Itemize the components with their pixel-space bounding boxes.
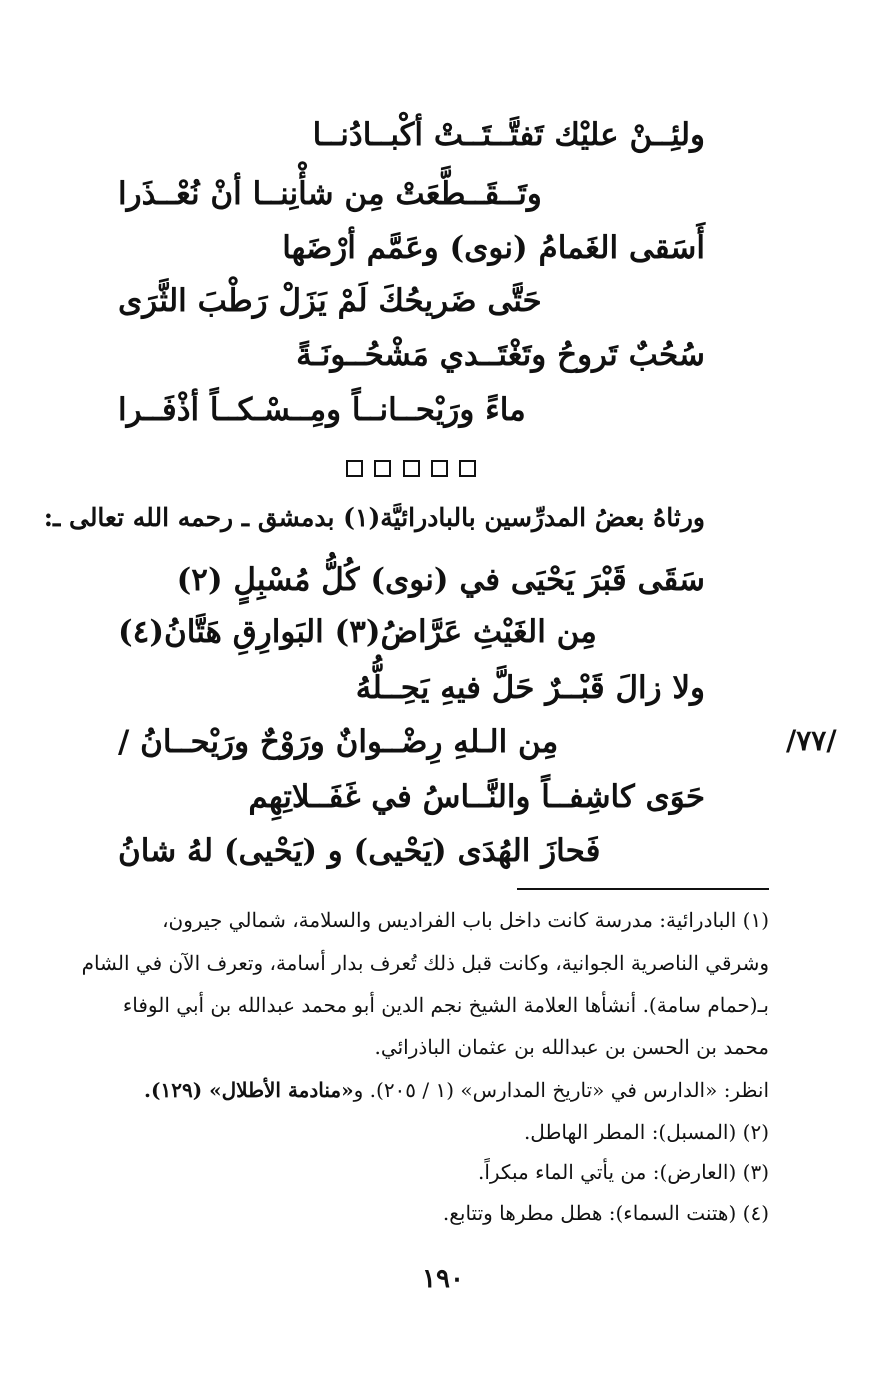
manuscript-page-marker: /٧٧/ bbox=[786, 724, 837, 757]
page-number: ١٩٠ bbox=[422, 1264, 464, 1294]
intro-line: ورثاهُ بعضُ المدرِّسين بالبادرائيَّة(١) بدمشق ـ رحمه الله تعالى ـ: bbox=[43, 503, 705, 532]
poem2-line-6: فَحازَ الهُدَى (يَحْيى) و (يَحْيى) لهُ شانُ bbox=[118, 833, 601, 869]
poem2-line-1: سَقَى قَبْرَ يَحْيَى في (نوى) كُلُّ مُسْبِلٍ (٢) bbox=[176, 562, 705, 598]
footnote-1-line-2: وشرقي الناصرية الجوانية، وكانت قبل ذلك تُعرف بدار أسامة، وتعرف الآن في الشام bbox=[81, 951, 769, 975]
square-ornament-icon bbox=[403, 460, 420, 477]
square-ornament-icon bbox=[459, 460, 476, 477]
poem2-line-4: مِن الـلهِ رِضْــوانٌ ورَوْحٌ ورَيْحــانُ / bbox=[118, 724, 559, 760]
square-ornament-icon bbox=[374, 460, 391, 477]
footnote-4: (٤) (هتنت السماء): هطل مطرها وتتابع. bbox=[442, 1201, 769, 1225]
poem2-line-2: مِن الغَيْثِ عَرَّاضُ(٣) البَوارِقِ هَتَّانُ(٤) bbox=[118, 614, 597, 650]
poem1-line-6: ماءً ورَيْحــانــاً ومِــسْـكــاً أذْفَــرا bbox=[118, 392, 526, 428]
section-separator bbox=[346, 458, 476, 480]
footnote-3: (٣) (العارض): من يأتي الماء مبكراً. bbox=[477, 1160, 769, 1184]
footnote-1-line-3: بـ(حمام سامة). أنشأها العلامة الشيخ نجم الدين أبو محمد عبدالله بن أبي الوفاء bbox=[122, 993, 769, 1017]
footnote-1-line-1: (١) البادرائية: مدرسة كانت داخل باب الفراديس والسلامة، شمالي جيرون، bbox=[162, 908, 769, 932]
footnote-divider bbox=[517, 888, 769, 890]
footnote-1-line-4: محمد بن الحسن بن عبدالله بن عثمان الباذرائي. bbox=[374, 1035, 769, 1059]
reference-bold-title: «منادمة الأطلال» (١٢٩). bbox=[144, 1078, 354, 1102]
footnote-2: (٢) (المسبل): المطر الهاطل. bbox=[523, 1120, 769, 1144]
square-ornament-icon bbox=[431, 460, 448, 477]
poem1-line-3: أَسَقى الغَمامُ (نوى) وعَمَّم أرْضَها bbox=[282, 230, 705, 266]
poem1-line-2: وتَــقَــطَّعَتْ مِن شأْنِنــا أنْ نُعْــذَرا bbox=[118, 176, 542, 212]
poem2-line-3: ولا زالَ قَبْــرٌ حَلَّ فيهِ يَحِــلُّهُ bbox=[355, 670, 705, 706]
poem1-line-5: سُحُبٌ تَروحُ وتَغْتَــدي مَشْحُــونَـةً bbox=[296, 337, 705, 373]
poem2-line-5: حَوَى كاشِفــاً والنَّــاسُ في غَفَــلاتِهِم bbox=[248, 779, 705, 815]
poem1-line-4: حَتَّى ضَريحُكَ لَمْ يَزَلْ رَطْبَ الثَّرَى bbox=[118, 283, 542, 319]
footnote-1-reference bbox=[114, 1075, 769, 1105]
reference-text: انظر: «الدارس في «تاريخ المدارس» (١ / ٢٠٥). و bbox=[353, 1078, 769, 1102]
square-ornament-icon bbox=[346, 460, 363, 477]
poem1-line-1: ولئِــنْ عليْك تَفتَّــتَــتْ أكْبــادُنــا bbox=[312, 117, 705, 153]
